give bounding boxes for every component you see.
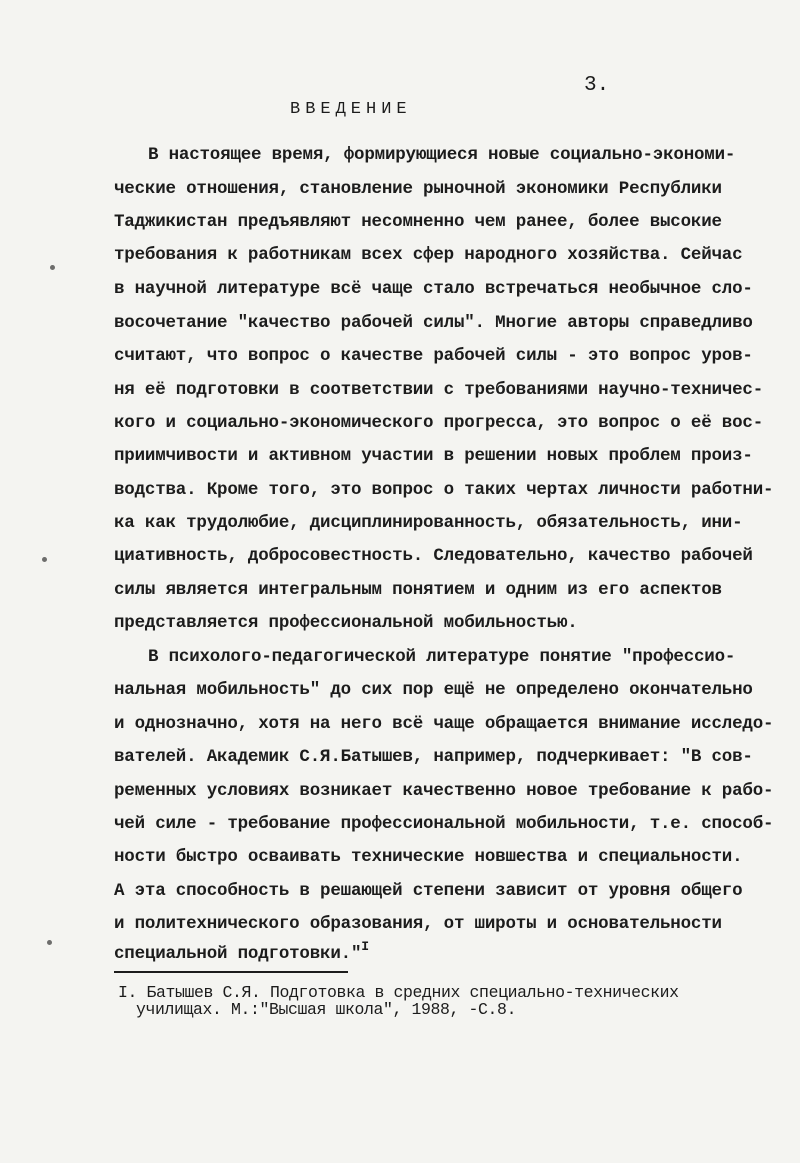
text-line: требования к работникам всех сфер народного хозяйства. Сейчас: [114, 245, 743, 265]
text-line-content: специальной подготовки.": [114, 944, 362, 964]
text-line: ка как трудолюбие, дисциплинированность, обязательность, ини-: [114, 513, 743, 533]
text-line: силы является интегральным понятием и одним из его аспектов: [114, 580, 722, 600]
scan-speck: [42, 557, 47, 562]
text-line: водства. Кроме того, это вопрос о таких чертах личности работни-: [114, 480, 774, 500]
text-line: В настоящее время, формирующиеся новые социально-экономи-: [148, 145, 736, 165]
text-line: и политехнического образования, от широты и основательности: [114, 914, 722, 934]
text-line-last: [114, 939, 369, 964]
text-line: и однозначно, хотя на него всё чаще обращается внимание исследо-: [114, 714, 774, 734]
text-line: в научной литературе всё чаще стало встречаться необычное сло-: [114, 279, 753, 299]
text-line: кого и социально-экономического прогресса, это вопрос о её вос-: [114, 413, 764, 433]
text-line: представляется профессиональной мобильностью.: [114, 613, 578, 633]
text-line: Таджикистан предъявляют несомненно чем ранее, более высокие: [114, 212, 722, 232]
section-title: ВВЕДЕНИЕ: [290, 100, 412, 119]
page-number: 3.: [584, 74, 610, 97]
footnote-line: училищах. М.:"Высшая школа", 1988, -С.8.: [136, 1000, 517, 1019]
scan-speck: [47, 940, 52, 945]
text-line: ня её подготовки в соответствии с требованиями научно-техничес-: [114, 380, 764, 400]
text-line: чей силе - требование профессиональной мобильности, т.е. способ-: [114, 814, 774, 834]
text-line: А эта способность в решающей степени зависит от уровня общего: [114, 881, 743, 901]
text-line: восочетание "качество рабочей силы". Многие авторы справедливо: [114, 313, 753, 333]
footnote-line: I. Батышев С.Я. Подготовка в средних специально-технических: [118, 983, 679, 1002]
text-line: циативность, добросовестность. Следовательно, качество рабочей: [114, 546, 753, 566]
text-line: приимчивости и активном участии в решении новых проблем произ-: [114, 446, 753, 466]
footnote-marker: I: [361, 939, 369, 954]
text-line: нальная мобильность" до сих пор ещё не определено окончательно: [114, 680, 753, 700]
text-line: ности быстро осваивать технические новшества и специальности.: [114, 847, 743, 867]
text-line: ременных условиях возникает качественно новое требование к рабо-: [114, 781, 774, 801]
scan-speck: [50, 265, 55, 270]
text-line: В психолого-педагогической литературе понятие "профессио-: [148, 647, 736, 667]
text-line: ческие отношения, становление рыночной экономики Республики: [114, 179, 722, 199]
text-line: считают, что вопрос о качестве рабочей силы - это вопрос уров-: [114, 346, 753, 366]
text-line: вателей. Академик С.Я.Батышев, например, подчеркивает: "В сов-: [114, 747, 753, 767]
footnote-separator: [114, 971, 348, 973]
